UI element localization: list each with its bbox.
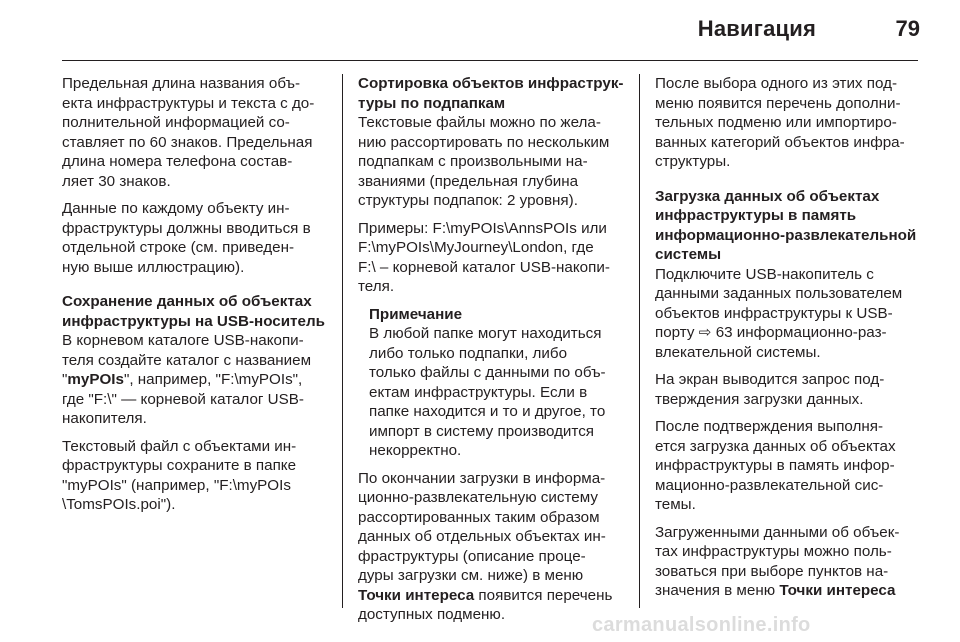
paragraph-name-length — [62, 74, 332, 191]
text-line: ется загрузка данных об объектах — [655, 437, 896, 455]
heading-line: системы — [655, 246, 722, 263]
text-line: екта инфраструктуры и текста с до- — [62, 94, 315, 112]
text-line: доступных подменю. — [358, 606, 506, 623]
text-line: мационно-развлекательной сис- — [655, 476, 884, 494]
text-line: дуры загрузки см. ниже) в меню — [358, 567, 584, 584]
paragraph-sort-files — [358, 113, 628, 211]
text-line: Текстовый файл с объектами ин- — [62, 437, 297, 455]
heading-line: инфраструктуры на USB-носитель — [62, 312, 325, 330]
column-divider-right — [639, 74, 640, 608]
page-reference-arrow-icon: ⇨ — [698, 324, 712, 341]
text-line: подпапкам с произвольными на- — [358, 153, 588, 170]
text-line: ставляет по 60 знаков. Предельная — [62, 133, 313, 151]
text-line: По окончании загрузки в информа- — [358, 469, 606, 487]
note-line: папке находится и то и другое, то — [369, 403, 606, 420]
text-line: где "F:\" — корневой каталог USB- — [62, 390, 304, 408]
note-line: некорректно. — [369, 442, 462, 459]
text-line: Подключите USB-накопитель с — [655, 265, 874, 283]
paragraph-use-data — [655, 523, 927, 601]
text-column-1 — [62, 74, 332, 515]
text-column-2 — [358, 74, 628, 625]
paragraph-line-per-poi — [62, 199, 332, 277]
text-line: накопителя. — [62, 410, 147, 427]
text-line: тах инфраструктуры можно поль- — [655, 543, 892, 560]
text-line — [655, 323, 927, 343]
paragraph-create-folder — [62, 331, 332, 429]
heading-line: информационно-развлекательной — [655, 226, 917, 244]
note-box — [358, 305, 628, 461]
paragraph-confirm-prompt — [655, 370, 927, 409]
text-line: В корневом каталоге USB-накопи- — [62, 332, 304, 349]
text-line: данных об отдельных объектах ин- — [358, 528, 606, 545]
text-line: ную выше иллюстрацию). — [62, 258, 245, 276]
text-line: \TomsPOIs.poi"). — [62, 496, 176, 513]
text-line: структуры подпапок: 2 уровня). — [358, 192, 578, 209]
heading-load-memory — [655, 187, 927, 265]
note-line: ектам инфраструктуры. Если в — [369, 383, 588, 401]
text-line: ванных категорий объектов инфра- — [655, 133, 905, 151]
text-line: фраструктуры сохраните в папке — [62, 457, 297, 474]
note-line: только файлы с данными по объ- — [369, 364, 606, 381]
paragraph-connect-usb — [655, 265, 927, 363]
note-title: Примечание — [369, 305, 463, 323]
note-line: импорт в систему производится — [369, 422, 595, 440]
heading-line: туры по подпапкам — [358, 94, 506, 112]
text-line: Данные по каждому объекту ин- — [62, 200, 290, 217]
header-divider — [62, 60, 918, 61]
text-line: отдельной строке (см. приведен- — [62, 239, 295, 256]
text-line: нию рассортировать по нескольким — [358, 133, 610, 151]
text-line: зоваться при выборе пунктов на- — [655, 562, 889, 580]
text-line: Примеры: F:\myPOIs\AnnsPOIs или — [358, 219, 607, 237]
text-line: инфраструктуры в память инфор- — [655, 457, 895, 474]
text-line: влекательной системы. — [655, 343, 821, 361]
heading-line: инфраструктуры в память — [655, 207, 857, 224]
text-line: теля. — [358, 278, 395, 295]
paragraph-save-file — [62, 437, 332, 515]
note-line: либо только подпапки, либо — [369, 344, 568, 362]
text-line: длина номера телефона состав- — [62, 153, 293, 170]
quote-mark: " — [62, 371, 68, 388]
menu-name-bold: Точки интереса — [358, 586, 475, 604]
text-fragment: ", например, "F:\myPOIs", — [123, 371, 303, 388]
paragraph-after-loading — [358, 469, 628, 625]
text-fragment: 63 информационно-раз- — [711, 324, 887, 341]
page-number: 79 — [895, 16, 920, 41]
heading-line: Сохранение данных об объектах — [62, 293, 312, 310]
paragraph-examples — [358, 219, 628, 297]
text-line: ляет 30 знаков. — [62, 172, 171, 190]
page-section-title: Навигация — [697, 16, 816, 41]
text-line: После подтверждения выполня- — [655, 418, 884, 435]
text-fragment: порту — [655, 324, 699, 341]
text-line: данными заданных пользователем — [655, 285, 903, 302]
text-line: тельных подменю или импортиро- — [655, 114, 897, 131]
text-column-3 — [655, 74, 927, 601]
text-line: рассортированных таким образом — [358, 508, 600, 526]
heading-line: Сортировка объектов инфраструк- — [358, 75, 624, 92]
text-line: F:\ – корневой каталог USB-накопи- — [358, 258, 610, 276]
heading-save-usb — [62, 292, 332, 331]
text-line: объектов инфраструктуры к USB- — [655, 304, 893, 322]
heading-sort-subfolders — [358, 74, 628, 113]
text-line: "myPOIs" (например, "F:\myPOIs — [62, 476, 291, 494]
text-fragment: появится перечень — [474, 586, 613, 604]
text-line: полнительной информацией со- — [62, 114, 290, 131]
text-line: темы. — [655, 496, 696, 513]
text-line: теля создайте каталог с названием — [62, 351, 312, 369]
text-line — [358, 586, 628, 606]
paragraph-submenus — [655, 74, 927, 172]
watermark: carmanualsonline.info — [592, 614, 811, 636]
text-line: F:\myPOIs\MyJourney\London, где — [358, 239, 594, 256]
text-line: Загруженными данными об объек- — [655, 523, 900, 541]
text-line: Текстовые файлы можно по жела- — [358, 114, 601, 131]
text-line: После выбора одного из этих под- — [655, 75, 897, 92]
folder-name-bold: myPOIs — [67, 371, 124, 388]
text-line — [62, 370, 332, 390]
text-line: ционно-развлекательную систему — [358, 489, 598, 506]
text-line: Предельная длина названия объ- — [62, 75, 301, 92]
text-line — [655, 581, 927, 601]
paragraph-after-confirm — [655, 417, 927, 515]
heading-line: Загрузка данных об объектах — [655, 187, 880, 205]
text-line: структуры. — [655, 153, 731, 170]
text-line: тверждения загрузки данных. — [655, 390, 864, 408]
text-fragment: значения в меню — [655, 582, 780, 599]
text-line: На экран выводится запрос под- — [655, 371, 885, 388]
text-line: фраструктуры (описание проце- — [358, 547, 586, 565]
text-line: фраструктуры должны вводиться в — [62, 219, 311, 237]
column-divider-left — [342, 74, 343, 608]
text-line: меню появится перечень дополни- — [655, 94, 901, 112]
menu-name-bold: Точки интереса — [779, 582, 896, 599]
text-line: званиями (предельная глубина — [358, 172, 579, 190]
note-line: В любой папке могут находиться — [369, 325, 602, 342]
